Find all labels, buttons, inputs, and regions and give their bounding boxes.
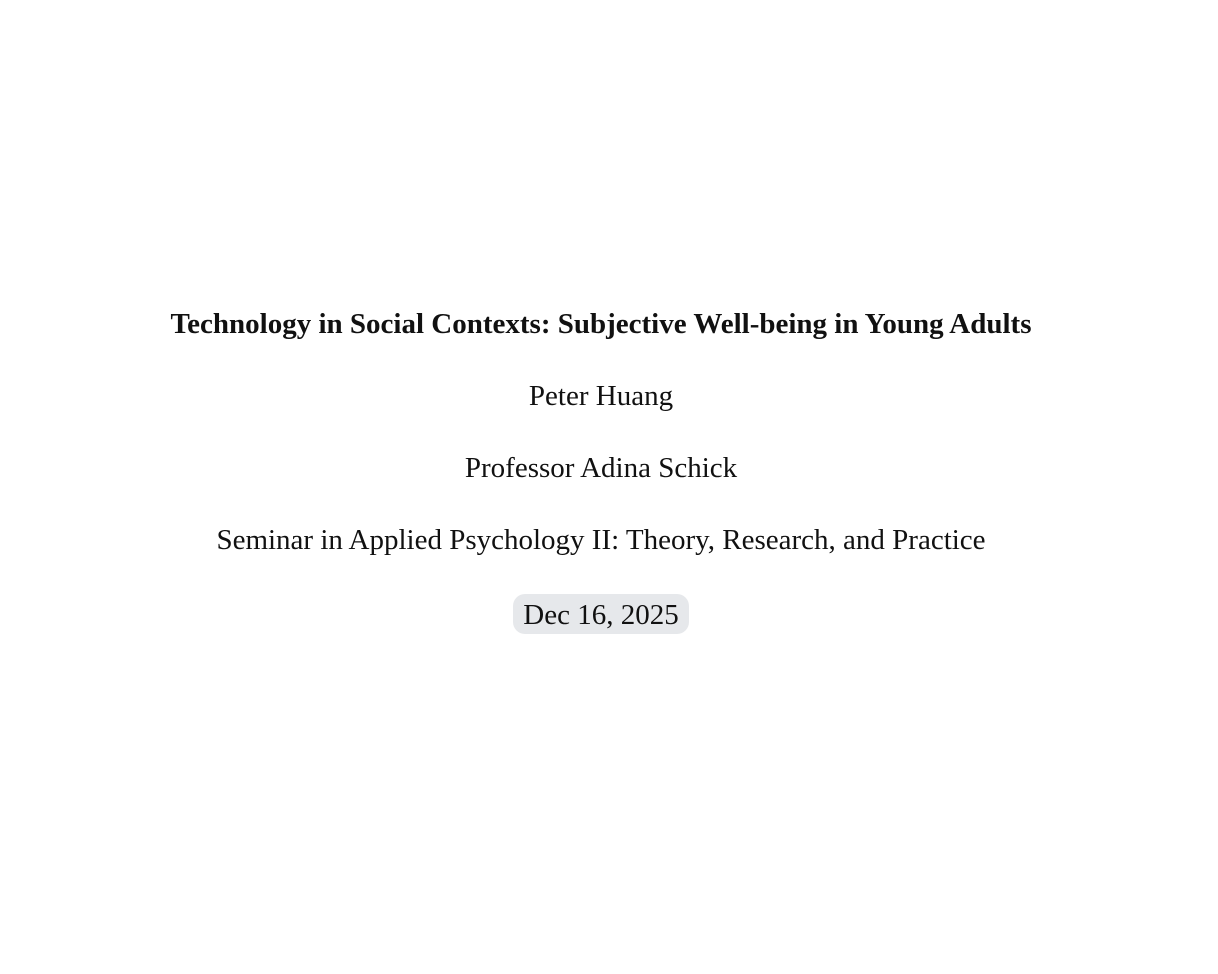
course-name: Seminar in Applied Psychology II: Theory, Research, and Practice bbox=[216, 524, 986, 556]
date-chip[interactable]: Dec 16, 2025 bbox=[513, 594, 688, 634]
instructor-name: Professor Adina Schick bbox=[464, 452, 738, 484]
paper-title: Technology in Social Contexts: Subjective Well-being in Young Adults bbox=[170, 308, 1032, 340]
date-line bbox=[0, 594, 1202, 634]
author-name: Peter Huang bbox=[528, 380, 674, 412]
